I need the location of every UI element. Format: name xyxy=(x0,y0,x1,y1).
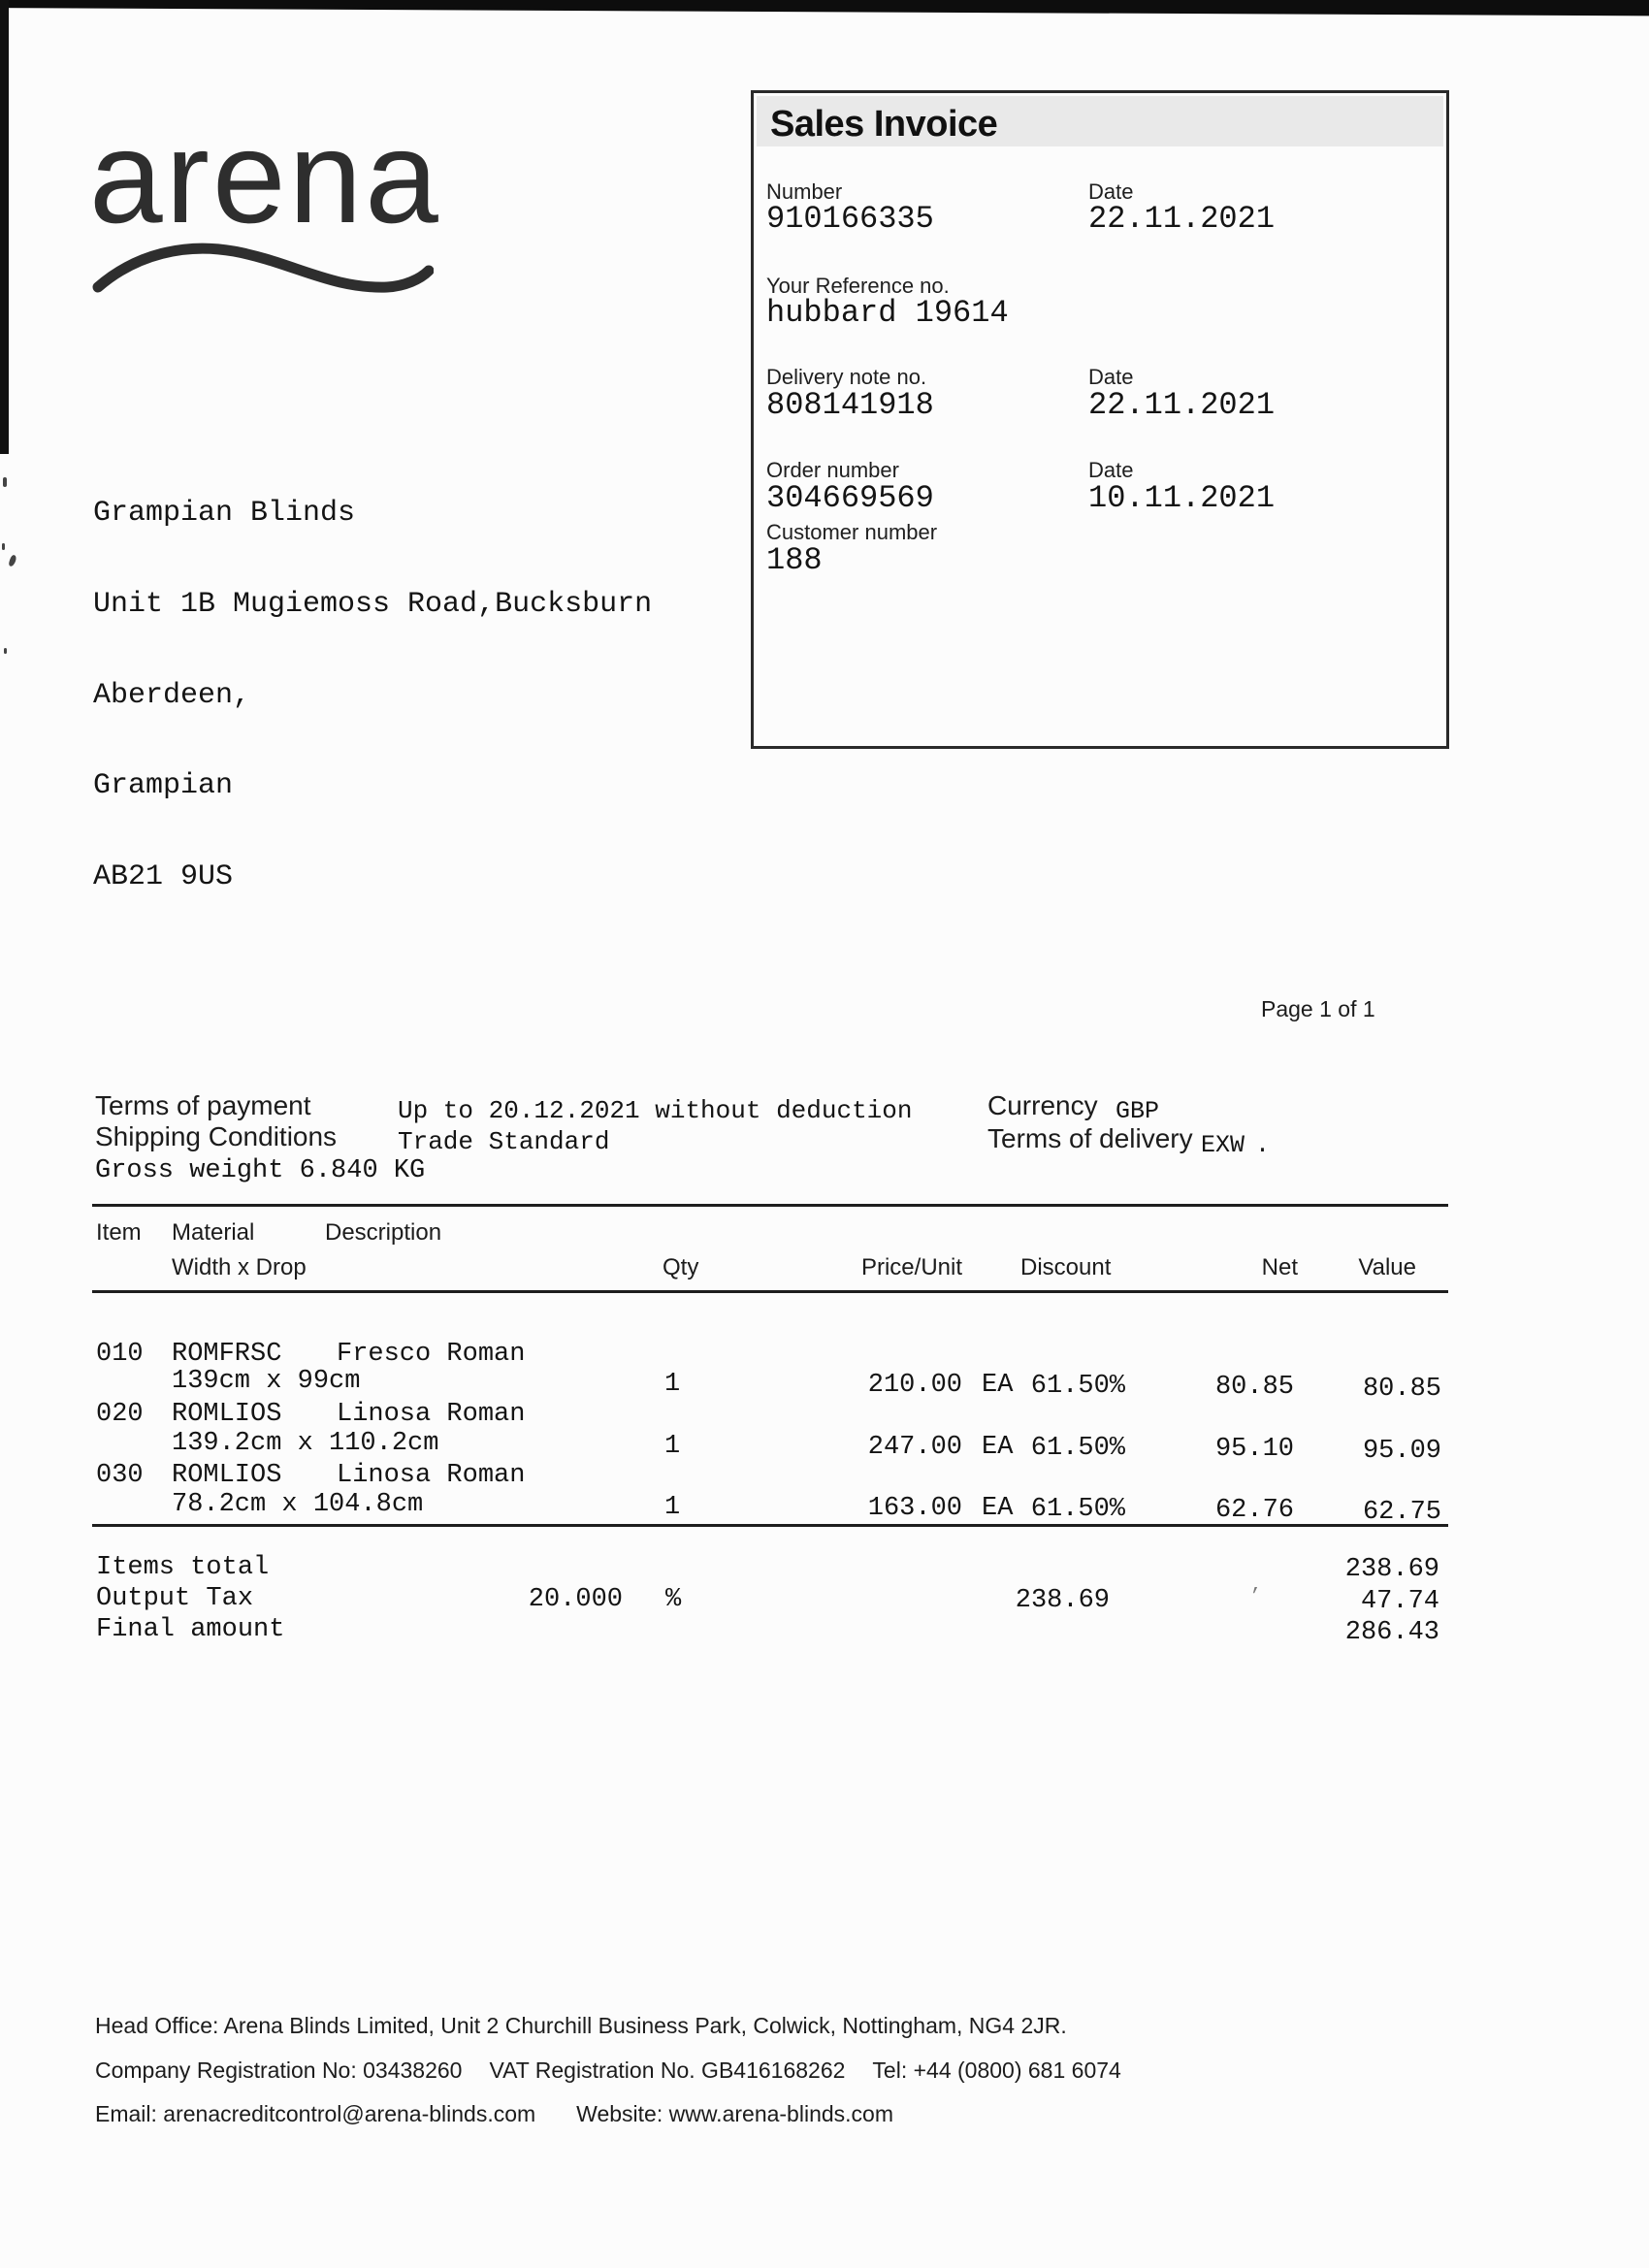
output-tax-value: 47.74 xyxy=(1360,1587,1439,1616)
cell-material: ROMLIOS xyxy=(172,1461,282,1490)
cell-description: Fresco Roman xyxy=(337,1340,526,1369)
scan-edge-left xyxy=(0,0,9,454)
cell-price-unit: 247.00 xyxy=(867,1433,962,1462)
currency-value: GBP xyxy=(1116,1097,1160,1125)
cell-item: 020 xyxy=(96,1400,144,1429)
terms-of-delivery-label: Terms of delivery xyxy=(987,1123,1193,1153)
recipient-line: Unit 1B Mugiemoss Road,Bucksburn xyxy=(93,588,653,622)
footer-registration xyxy=(95,2058,1121,2084)
footer-website: Website: www.arena-blinds.com xyxy=(576,2101,893,2126)
scan-speckle: ’ xyxy=(1249,1586,1262,1608)
invoice-title: Sales Invoice xyxy=(770,104,998,145)
recipient-line: Aberdeen, xyxy=(93,678,251,712)
cell-unit: EA xyxy=(982,1494,1014,1523)
terms-of-delivery-value: EXW xyxy=(1201,1131,1245,1159)
cell-dimensions: 78.2cm x 104.8cm xyxy=(172,1490,424,1519)
table-rule-header xyxy=(92,1290,1448,1293)
cell-value: 80.85 xyxy=(1362,1375,1441,1404)
col-header-net: Net xyxy=(1261,1254,1298,1280)
number-label: Number xyxy=(766,179,843,204)
shipping-conditions-value: Trade Standard xyxy=(398,1127,610,1156)
output-tax-percent: % xyxy=(665,1585,682,1614)
cell-qty: 1 xyxy=(664,1370,681,1399)
date-value: 22.11.2021 xyxy=(1088,387,1276,423)
col-header-width-drop: Width x Drop xyxy=(172,1254,307,1280)
terms-of-payment-value: Up to 20.12.2021 without deduction xyxy=(398,1096,913,1125)
terms-of-payment-label: Terms of payment xyxy=(95,1090,311,1120)
output-tax-label: Output Tax xyxy=(96,1584,254,1613)
final-amount-label: Final amount xyxy=(96,1615,285,1644)
items-total-label: Items total xyxy=(96,1553,270,1582)
output-tax-rate: 20.000 xyxy=(528,1585,623,1614)
number-value: 910166335 xyxy=(766,201,934,237)
footer-email: Email: arenacreditcontrol@arena-blinds.com xyxy=(95,2101,536,2126)
cell-description: Linosa Roman xyxy=(337,1400,526,1429)
cell-qty: 1 xyxy=(664,1493,681,1522)
shipping-conditions-label: Shipping Conditions xyxy=(95,1121,338,1151)
date-value: 22.11.2021 xyxy=(1088,201,1276,237)
cell-unit: EA xyxy=(982,1433,1014,1462)
cell-item: 030 xyxy=(96,1461,144,1490)
cell-material: ROMFRSC xyxy=(172,1340,282,1369)
footer-contact xyxy=(95,2102,893,2127)
cell-dimensions: 139cm x 99cm xyxy=(172,1367,361,1396)
date-value: 10.11.2021 xyxy=(1088,480,1276,516)
order-number-label: Order number xyxy=(766,458,899,482)
cell-unit: EA xyxy=(982,1371,1014,1400)
footer-company-reg: Company Registration No: 03438260 xyxy=(95,2057,463,2083)
footer-head-office: Head Office: Arena Blinds Limited, Unit 2 Churchill Business Park, Colwick, Nottingham, NG4 2JR. xyxy=(95,2013,1067,2038)
recipient-line: Grampian Blinds xyxy=(93,497,356,531)
scan-speckle xyxy=(4,648,7,654)
cell-value: 62.75 xyxy=(1362,1498,1441,1527)
scan-speckle xyxy=(8,554,16,567)
recipient-address xyxy=(93,438,652,953)
date-label: Date xyxy=(1088,458,1134,482)
scan-speckle xyxy=(3,477,7,487)
table-rule-top xyxy=(92,1204,1448,1207)
cell-discount: 61.50% xyxy=(1030,1372,1125,1401)
delivery-note-value: 808141918 xyxy=(766,387,934,423)
cell-dimensions: 139.2cm x 110.2cm xyxy=(172,1429,439,1458)
reference-label: Your Reference no. xyxy=(766,274,950,298)
gross-weight: Gross weight 6.840 KG xyxy=(95,1156,426,1185)
col-header-price-unit: Price/Unit xyxy=(860,1254,962,1280)
order-number-value: 304669569 xyxy=(766,480,934,516)
delivery-note-label: Delivery note no. xyxy=(766,365,927,389)
customer-number-value: 188 xyxy=(766,542,823,578)
date-label: Date xyxy=(1088,365,1134,389)
col-header-material: Material xyxy=(172,1219,255,1246)
cell-description: Linosa Roman xyxy=(337,1461,526,1490)
final-amount-value: 286.43 xyxy=(1344,1618,1439,1647)
scan-speckle xyxy=(2,543,5,550)
col-header-description: Description xyxy=(325,1219,442,1246)
recipient-line: AB21 9US xyxy=(93,859,234,893)
customer-number-label: Customer number xyxy=(766,520,938,544)
output-tax-base: 238.69 xyxy=(1015,1586,1110,1615)
terms-of-delivery-suffix: . xyxy=(1255,1131,1271,1159)
currency-label: Currency xyxy=(987,1090,1098,1120)
col-header-item: Item xyxy=(96,1219,142,1246)
cell-item: 010 xyxy=(96,1340,144,1369)
page-indicator: Page 1 of 1 xyxy=(1261,996,1375,1021)
cell-material: ROMLIOS xyxy=(172,1400,282,1429)
invoice-title-bar xyxy=(757,96,1443,146)
cell-net: 80.85 xyxy=(1214,1373,1294,1402)
items-total-value: 238.69 xyxy=(1344,1555,1439,1584)
cell-net: 62.76 xyxy=(1214,1496,1294,1525)
footer-phone: Tel: +44 (0800) 681 6074 xyxy=(872,2057,1121,2083)
cell-net: 95.10 xyxy=(1214,1435,1294,1464)
col-header-discount: Discount xyxy=(1020,1254,1112,1280)
scan-edge-top xyxy=(0,0,1649,16)
col-header-value: Value xyxy=(1358,1254,1416,1280)
reference-value: hubbard 19614 xyxy=(766,295,1009,331)
logo-swoosh-icon xyxy=(92,237,434,297)
cell-discount: 61.50% xyxy=(1030,1495,1125,1524)
cell-price-unit: 210.00 xyxy=(867,1371,962,1400)
cell-price-unit: 163.00 xyxy=(867,1494,962,1523)
footer-vat-reg: VAT Registration No. GB416168262 xyxy=(489,2057,846,2083)
logo-text: arena xyxy=(89,103,441,250)
col-header-qty: Qty xyxy=(663,1254,699,1280)
date-label: Date xyxy=(1088,179,1134,204)
cell-qty: 1 xyxy=(664,1432,681,1461)
cell-discount: 61.50% xyxy=(1030,1434,1125,1463)
cell-value: 95.09 xyxy=(1362,1437,1441,1466)
recipient-line: Grampian xyxy=(93,769,234,803)
